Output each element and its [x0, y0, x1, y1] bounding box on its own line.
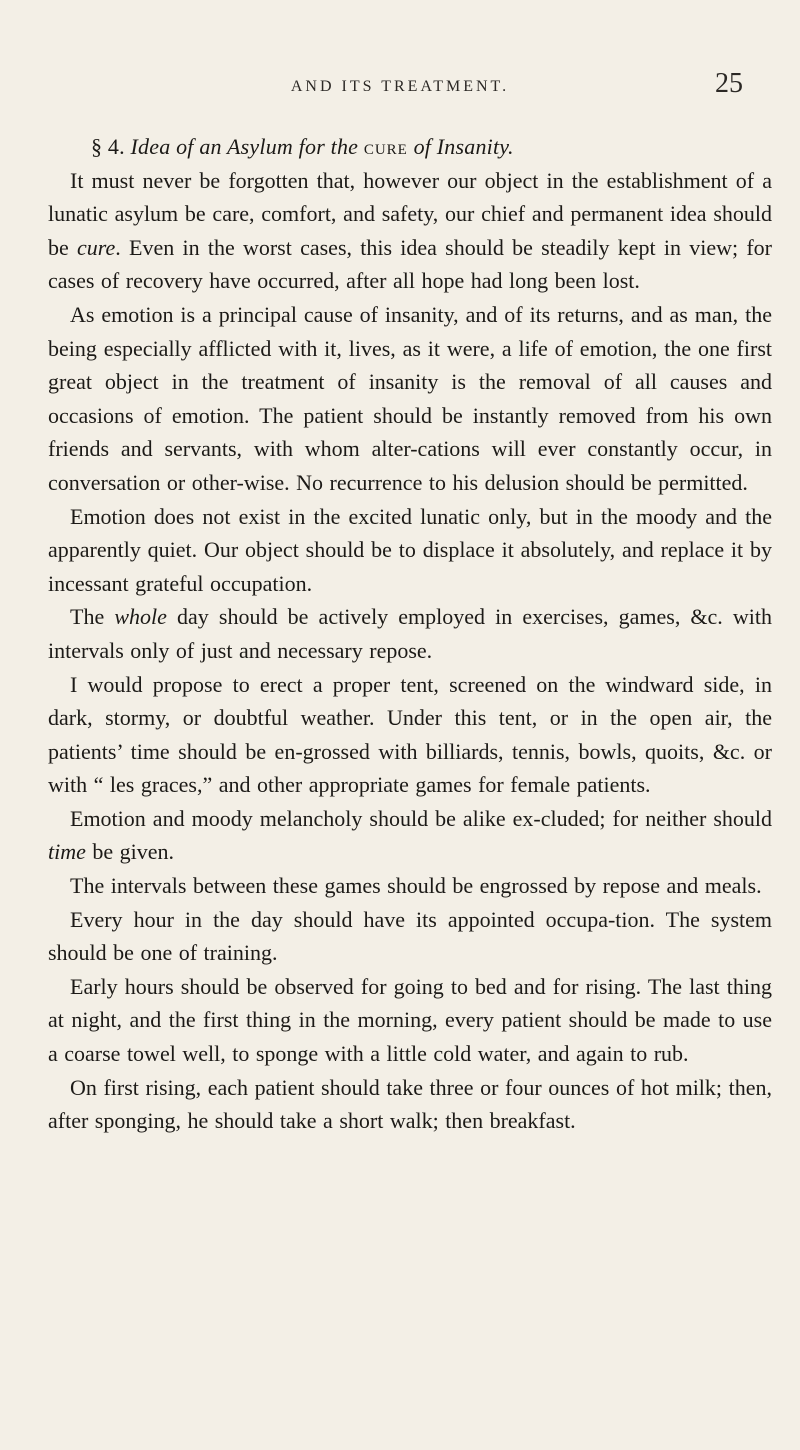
heading-lead: Idea of an Asylum for the	[130, 134, 359, 159]
paragraph-2: As emotion is a principal cause of insanity, and of its returns, and as man, the being especially afflicted with it, lives, as it were, a life of emotion, the one first great object in the treatment of insanity is the removal of all causes and occasions of emotion. The patient should be instantly removed from his own friends and servants, with whom alter-cations will ever constantly occur, in conversation or other-wise. No recurrence to his delusion should be permitted.	[48, 301, 772, 495]
paragraph-1-italic: cure	[77, 234, 116, 260]
paragraph-3: Emotion does not exist in the excited lunatic only, but in the moody and the apparently quiet. Our object should be to displace it absolutely, and replace it by incessant grateful occupation.	[48, 503, 772, 596]
section-heading	[48, 130, 772, 164]
paragraph-4	[48, 600, 772, 667]
paragraph-1	[48, 164, 772, 298]
paragraph-6	[48, 802, 772, 869]
page-body	[48, 130, 772, 1138]
paragraph-1-text-b: . Even in the worst cases, this idea should be steadily kept in view; for cases of recovery have occurred, after all hope had long been lost.	[48, 234, 773, 294]
paragraph-6-text-b: be given.	[92, 839, 175, 865]
page-number: 25	[715, 68, 743, 99]
paragraph-10: On first rising, each patient should take three or four ounces of hot milk; then, after sponging, he should take a short walk; then breakfast.	[48, 1074, 772, 1134]
paragraph-6-italic: time	[48, 839, 86, 865]
paragraph-4-italic: whole	[114, 604, 167, 630]
running-head: AND ITS TREATMENT.	[290, 78, 510, 95]
paragraph-5: I would propose to erect a proper tent, screened on the windward side, in dark, stormy, or doubtful weather. Under this tent, or in the open air, the patients’ time should be en-grossed with billiards, tennis, bowls, quoits, &c. or with “ les graces,” and other appropriate games for female patients.	[48, 671, 772, 798]
heading-cure: cure	[363, 134, 408, 159]
paragraph-1-text-a: It must never be forgotten that, however our object in the establishment of a lunatic asylum be care, comfort, and safety, our chief and permanent idea should be	[48, 167, 772, 260]
heading-tail: of Insanity.	[413, 134, 514, 159]
paragraph-6-text-a: Emotion and moody melancholy should be alike ex-cluded; for neither should	[70, 805, 772, 831]
paragraph-8: Every hour in the day should have its appointed occupa-tion. The system should be one of training.	[48, 906, 772, 966]
paragraph-9: Early hours should be observed for going to bed and for rising. The last thing at night, and the first thing in the morning, every patient should be made to use a coarse towel well, to sponge with a little cold water, and again to rub.	[48, 973, 772, 1067]
section-number: § 4.	[91, 134, 125, 159]
paragraph-4-text-b: day should be actively employed in exercises, games, &c. with intervals only of just and necessary repose.	[48, 604, 773, 663]
paragraph-4-text-a: The	[70, 604, 105, 630]
paragraph-7: The intervals between these games should be engrossed by repose and meals.	[70, 873, 762, 899]
